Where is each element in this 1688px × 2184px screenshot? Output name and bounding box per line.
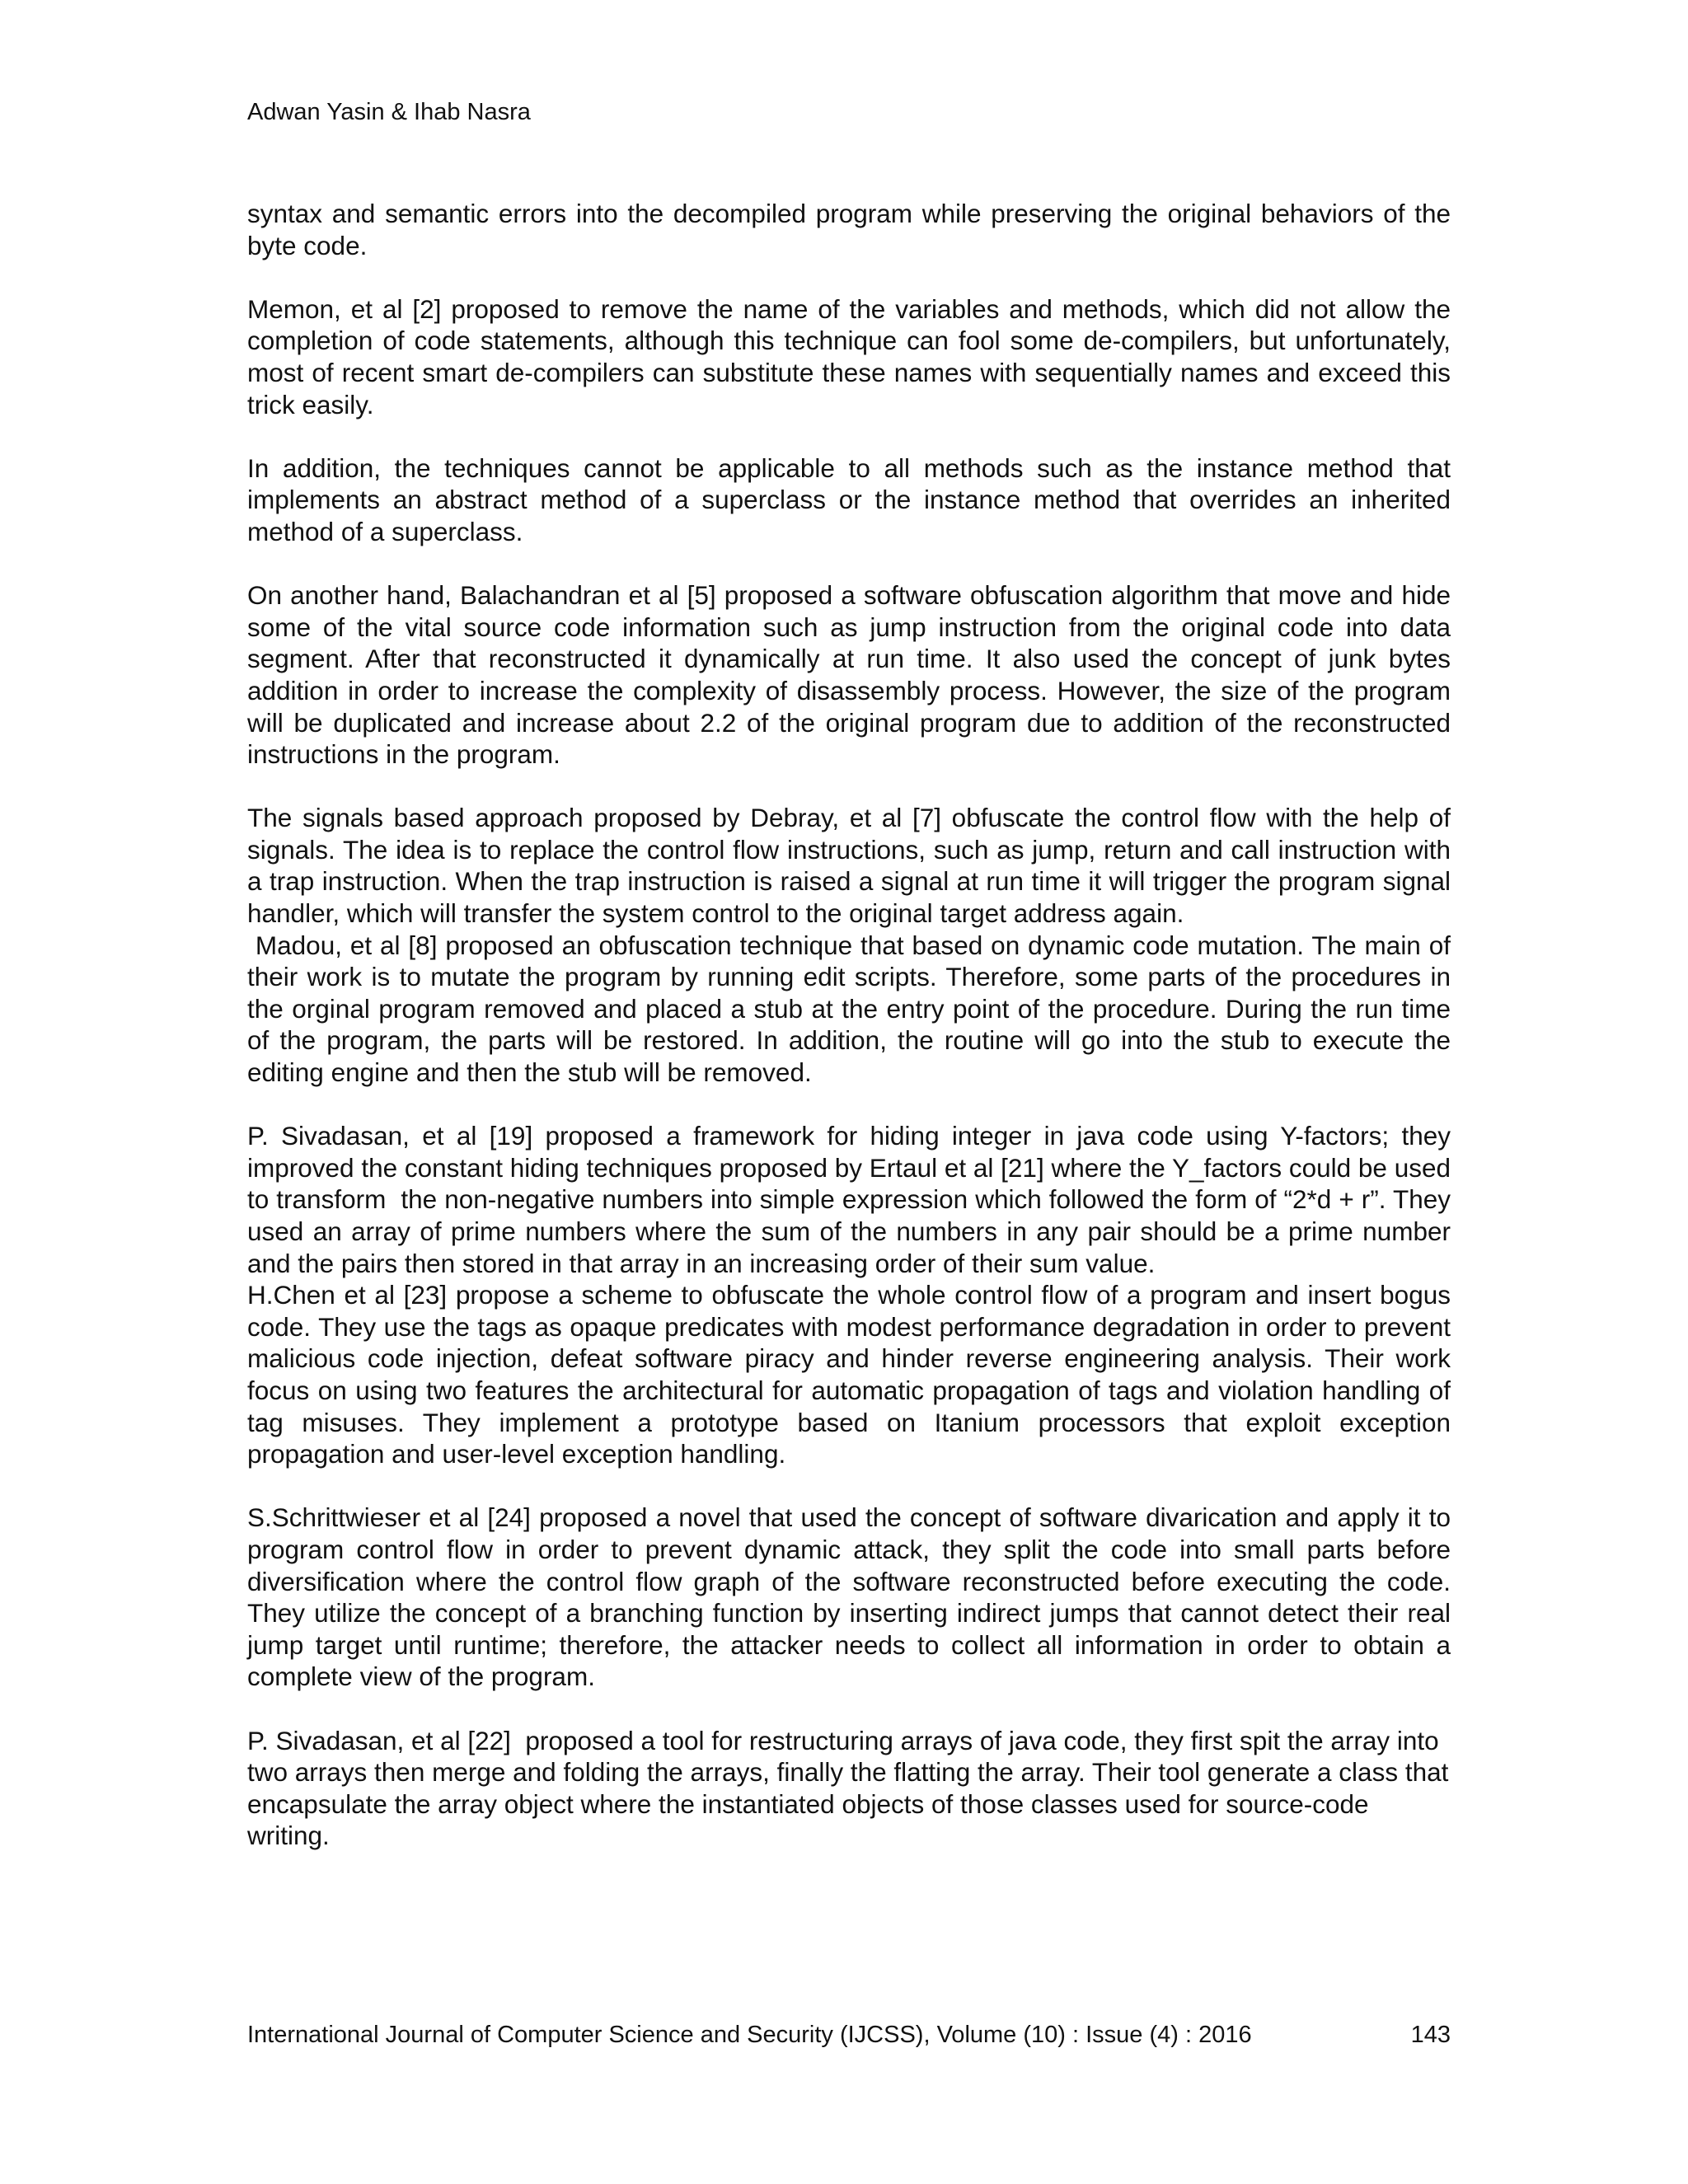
- journal-citation: International Journal of Computer Science and Security (IJCSS), Volume (10) : Issue (4) : 2016: [247, 2022, 1252, 2048]
- running-header: Adwan Yasin & Ihab Nasra: [247, 99, 531, 125]
- paragraph-10: P. Sivadasan, et al [22] proposed a tool for restructuring arrays of java code, they first spit the array into two arrays then merge and folding the arrays, finally the flatting the array. Their tool generate a class that encapsulate the array object where the instantiated objects of those classes used for source-code writing.: [247, 1725, 1456, 1851]
- paragraph-4: On another hand, Balachandran et al [5] proposed a software obfuscation algorithm that move and hide some of the vital source code information such as jump instruction from the original code into data segment. After that reconstructed it dynamically at run time. It also used the concept of junk bytes addition in order to increase the complexity of disassembly process. However, the size of the program will be duplicated and increase about 2.2 of the original program due to addition of the reconstructed instructions in the program.: [247, 580, 1451, 770]
- paragraph-2: Memon, et al [2] proposed to remove the name of the variables and methods, which did not allow the completion of code statements, although this technique can fool some de-compilers, but unfortunately, most of recent smart de-compilers can substitute these names with sequentially names and exceed this trick easily.: [247, 293, 1451, 419]
- paragraph-3: In addition, the techniques cannot be applicable to all methods such as the instance method that implements an abstract method of a superclass or the instance method that overrides an inherited method of a superclass.: [247, 452, 1451, 546]
- paragraph-6: Madou, et al [8] proposed an obfuscation technique that based on dynamic code mutation. The main of their work is to mutate the program by running edit scripts. Therefore, some parts of the procedures in the orginal program removed and placed a stub at the entry point of the procedure. During the run time of the program, the parts will be restored. In addition, the routine will go into the stub to execute the editing engine and then the stub will be removed.: [247, 930, 1458, 1088]
- body-text: [247, 198, 1458, 1852]
- page-footer: [247, 2020, 1451, 2050]
- paragraph-9: S.Schrittwieser et al [24] proposed a novel that used the concept of software divarication and apply it to program control flow in order to prevent dynamic attack, they split the code into small parts before diversification where the control flow graph of the software reconstructed before executing the code. They utilize the concept of a branching function by inserting indirect jumps that cannot detect their real jump target until runtime; therefore, the attacker needs to collect all information in order to obtain a complete view of the program.: [247, 1502, 1451, 1692]
- paragraph-5: The signals based approach proposed by Debray, et al [7] obfuscate the control flow with the help of signals. The idea is to replace the control flow instructions, such as jump, return and call instruction with a trap instruction. When the trap instruction is raised a signal at run time it will trigger the program signal handler, which will transfer the system control to the original target address again.: [247, 803, 1451, 929]
- paragraph-8: H.Chen et al [23] propose a scheme to obfuscate the whole control flow of a program and insert bogus code. They use the tags as opaque predicates with modest performance degradation in order to prevent malicious code injection, defeat software piracy and hinder reverse engineering analysis. Their work focus on using two features the architectural for automatic propagation of tags and violation handling of tag misuses. They implement a prototype based on Itanium processors that exploit exception propagation and user-level exception handling.: [247, 1280, 1451, 1469]
- paragraph-1: syntax and semantic errors into the decompiled program while preserving the original behaviors of the byte code.: [247, 199, 1451, 260]
- paragraph-7: P. Sivadasan, et al [19] proposed a framework for hiding integer in java code using Y-factors; they improved the constant hiding techniques proposed by Ertaul et al [21] where the Y_factors could be used to transform the non-negative numbers into simple expression which followed the form of “2*d + r”. They used an array of prime numbers where the sum of the numbers in any pair should be a prime number and the pairs then stored in that array in an increasing order of their sum value.: [247, 1121, 1458, 1278]
- page-number: 143: [1410, 2022, 1451, 2048]
